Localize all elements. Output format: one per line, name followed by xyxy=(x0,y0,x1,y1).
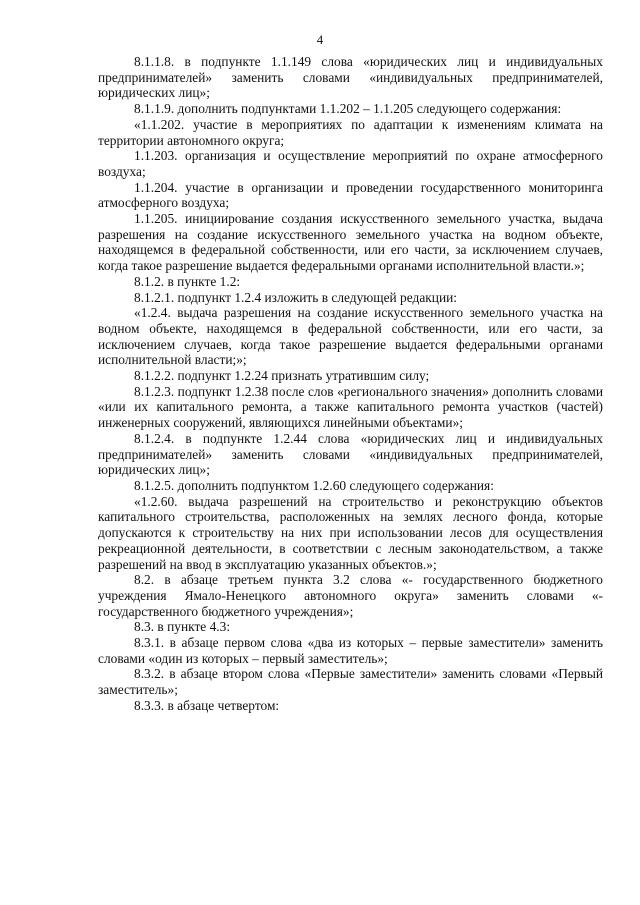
paragraph-8-3-1: 8.3.1. в абзаце первом слова «два из которых – первые заместители» заменить словами «один из которых – первый заместитель»; xyxy=(98,635,603,666)
paragraph-1-1-204: 1.1.204. участие в организации и проведении государственного мониторинга атмосферного воздуха; xyxy=(98,179,603,211)
paragraph-8-1-2-5: 8.1.2.5. дополнить подпунктом 1.2.60 следующего содержания: xyxy=(134,477,494,493)
paragraph-8-1-1-8: 8.1.1.8. в подпункте 1.1.149 слова «юридических лиц и индивидуальных предпринимателей» заменить словами «индивидуальных предпринимателей, юридических лиц»; xyxy=(98,54,603,101)
paragraph-8-3: 8.3. в пункте 4.3: xyxy=(134,619,231,635)
paragraph-8-1-2: 8.1.2. в пункте 1.2: xyxy=(134,273,241,289)
paragraph-8-1-1-9: 8.1.1.9. дополнить подпунктами 1.1.202 – 1.1.205 следующего содержания: xyxy=(134,101,562,117)
paragraph-8-3-3: 8.3.3. в абзаце четвертом: xyxy=(134,697,280,713)
paragraph-8-1-2-4: 8.1.2.4. в подпункте 1.2.44 слова «юридических лиц и индивидуальных предпринимателей» заменить словами «индивидуальных предпринимателей, юридических лиц»; xyxy=(98,430,603,478)
paragraph-1-2-4: «1.2.4. выдача разрешения на создание искусственного земельного участка на водном объекте, находящемся в федеральной собственности, или его части, за исключением случаев, когда такое разрешение выдается федеральными органами исполнительной власти;»; xyxy=(98,305,603,368)
paragraph-8-1-2-3: 8.1.2.3. подпункт 1.2.38 после слов «регионального значения» дополнить словами «или их капитального ремонта, а также капитального ремонта участков (частей) инженерных сооружений, являющихся линейными объектами»; xyxy=(98,383,603,431)
paragraph-1-1-203: 1.1.203. организация и осуществление мероприятий по охране атмосферного воздуха; xyxy=(98,148,603,179)
paragraph-1-1-202: «1.1.202. участие в мероприятиях по адаптации к изменениям климата на территории автономного округа; xyxy=(98,116,603,148)
paragraph-1-1-205: 1.1.205. инициирование создания искусственного земельного участка, выдача разрешения на создание искусственного земельного участка на водном объекте, находящемся в федеральной собственности, или его части, за исключением случаев, когда такое разрешение выдается федеральными органами исполнительной власти.»; xyxy=(98,211,603,274)
paragraph-8-3-2: 8.3.2. в абзаце втором слова «Первые заместители» заменить словами «Первый заместитель»; xyxy=(98,666,603,698)
paragraph-8-1-2-1: 8.1.2.1. подпункт 1.2.4 изложить в следующей редакции: xyxy=(134,289,458,305)
paragraph-8-1-2-2: 8.1.2.2. подпункт 1.2.24 признать утратившим силу; xyxy=(134,368,430,384)
document-body xyxy=(98,54,603,714)
paragraph-1-2-60: «1.2.60. выдача разрешений на строительство и реконструкцию объектов капитального строительства, расположенных на землях лесного фонда, которые допускаются к строительству на них при использовании лесов для осуществления рекреационной деятельности, в соответствии с лесным законодательством, а также разрешений на ввод в эксплуатацию указанных объектов.»; xyxy=(98,493,603,572)
page-number: 4 xyxy=(316,32,324,47)
paragraph-8-2: 8.2. в абзаце третьем пункта 3.2 слова «- государственного бюджетного учреждения Ямало-Ненецкого автономного округа» заменить словами «- государственного бюджетного учреждения»; xyxy=(98,572,603,619)
